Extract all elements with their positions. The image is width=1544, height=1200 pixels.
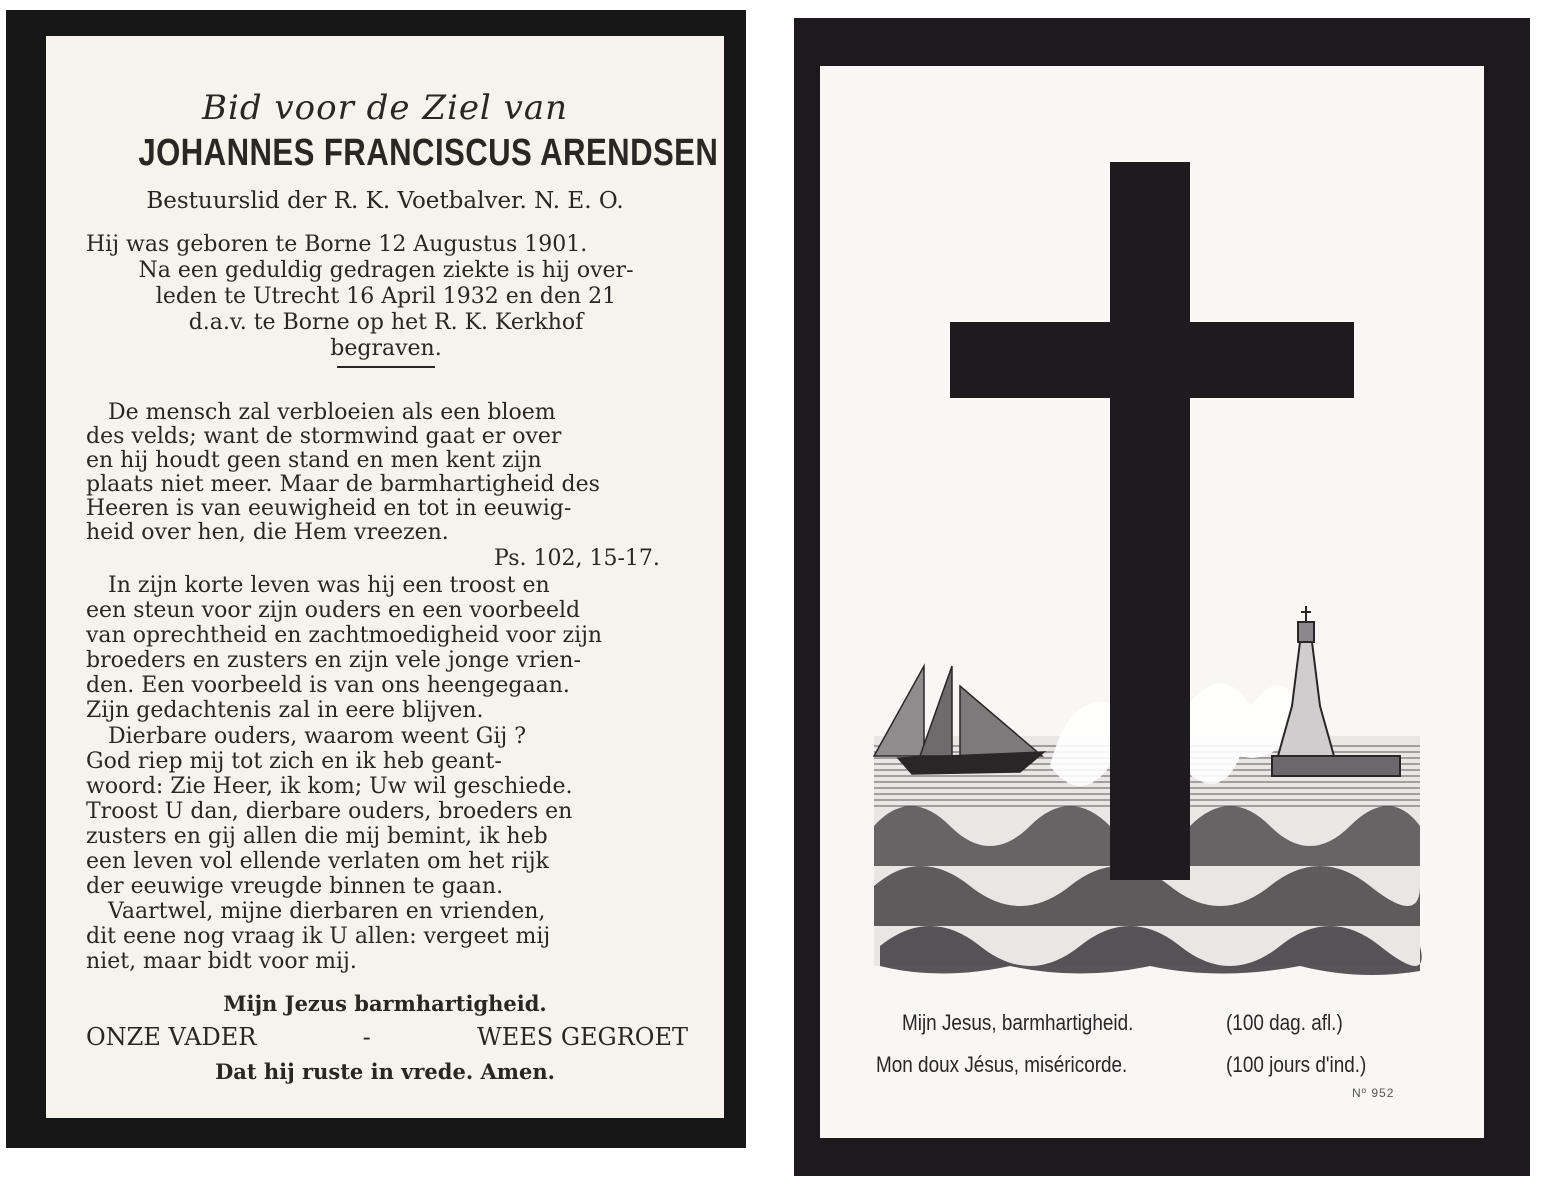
indulgence-french: (100 jours d'ind.) (1226, 1052, 1367, 1077)
farewell-line: een leven vol ellende verlaten om het rijk (86, 849, 549, 874)
farewell-line: dit eene nog vraag ik U allen: vergeet mij (86, 924, 551, 949)
bio-text: Hij was geboren te Borne 12 Augustus 1901. (86, 232, 588, 257)
invocation-dutch: Mijn Jesus, barmhartigheid. (902, 1010, 1134, 1035)
deceased-role: Bestuurslid der R. K. Voetbalver. N. E. O. (146, 188, 624, 214)
memorial-card-text-side (6, 10, 746, 1148)
psalm-line: Heeren is van eeuwigheid en tot in eeuwig- (86, 496, 572, 521)
prayer-line: Mijn Jezus barmhartigheid. (223, 991, 547, 1016)
catalog-number: Nº 952 (1352, 1086, 1395, 1100)
farewell-line: Troost U dan, dierbare ouders, broeders en (86, 799, 573, 824)
bio-line: Na een geduldig gedragen ziekte is hij over- (138, 258, 634, 283)
closing-separator: - (362, 1023, 371, 1051)
farewell-line: der eeuwige vreugde binnen te gaan. (86, 874, 504, 899)
bio-line: leden te Utrecht 16 April 1932 en den 21 (155, 284, 617, 309)
farewell-line: God riep mij tot zich en ik heb geant- (86, 749, 502, 774)
tribute-line: een steun voor zijn ouders en een voorbeeld (86, 598, 581, 623)
indulgence-dutch: (100 dag. afl.) (1226, 1010, 1343, 1035)
closing-prayers (86, 1023, 688, 1051)
amen-line: Dat hij ruste in vrede. Amen. (215, 1059, 555, 1084)
card-heading: Bid voor de Ziel van (201, 88, 568, 128)
sailboat (874, 666, 1044, 774)
farewell-line: woord: Zie Heer, ik kom; Uw wil geschiede. (86, 774, 573, 799)
psalm-reference: Ps. 102, 15-17. (494, 546, 660, 571)
psalm-line: en hij houdt geen stand en men kent zijn (86, 448, 542, 473)
bio-line: begraven. (330, 336, 442, 361)
tribute-line: den. Een voorbeeld is van ons heengegaan. (86, 673, 570, 698)
psalm-line: De mensch zal verbloeien als een bloem (108, 400, 556, 425)
invocation-french: Mon doux Jésus, miséricorde. (876, 1052, 1128, 1077)
bio-line: d.a.v. te Borne op het R. K. Kerkhof (188, 310, 584, 335)
card-image-panel (820, 66, 1484, 1138)
bio-line (86, 232, 686, 257)
farewell-line: zusters en gij allen die mij bemint, ik heb (86, 824, 548, 849)
deceased-name: JOHANNES FRANCISCUS ARENDSEN (138, 132, 719, 174)
tribute-line: broeders en zusters en zijn vele jonge vrien- (86, 648, 581, 673)
tribute-line: In zijn korte leven was hij een troost en (108, 573, 550, 598)
tribute-line: van oprechtheid en zachtmoedigheid voor zijn (86, 623, 603, 648)
memorial-card-image-side (794, 18, 1530, 1176)
tribute-line: Zijn gedachtenis zal in eere blijven. (86, 698, 484, 723)
card-text-panel (46, 36, 724, 1118)
farewell-line: Vaartwel, mijne dierbaren en vrienden, (108, 899, 546, 924)
onze-vader: ONZE VADER (86, 1023, 257, 1051)
wees-gegroet: WEES GEGROET (477, 1023, 688, 1051)
psalm-line: des velds; want de stormwind gaat er over (86, 424, 562, 449)
section-divider (337, 366, 435, 368)
farewell-line: Dierbare ouders, waarom weent Gij ? (108, 724, 527, 749)
psalm-line: heid over hen, die Hem vreezen. (86, 520, 449, 545)
psalm-line: plaats niet meer. Maar de barmhartigheid des (86, 472, 600, 497)
cross-sea-illustration (820, 66, 1484, 1138)
farewell-line: niet, maar bidt voor mij. (86, 949, 357, 974)
